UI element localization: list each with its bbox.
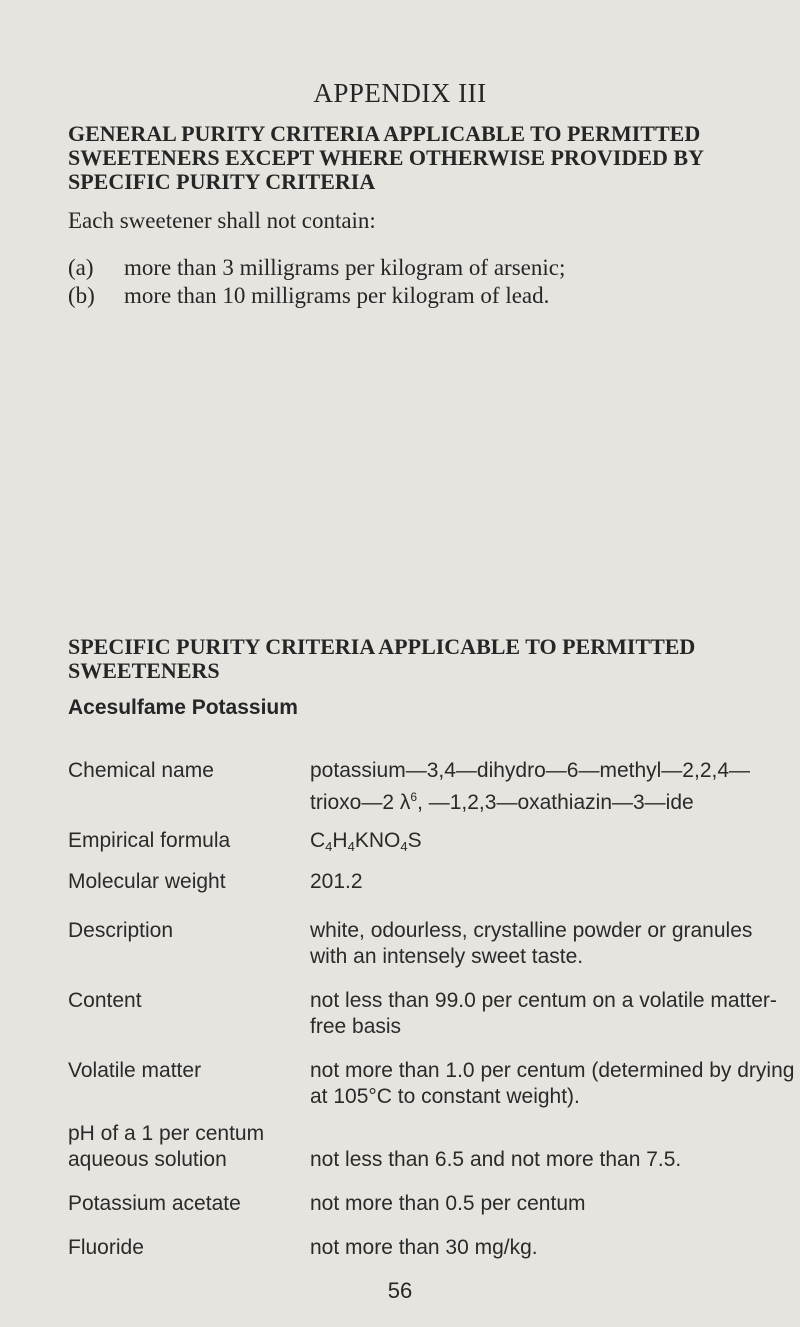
content-label: Content — [68, 989, 142, 1012]
molecular-weight-value: 201.2 — [310, 870, 363, 893]
page-number: 56 — [387, 1278, 413, 1303]
content-value: not less than 99.0 per centum on a volatile matter-free basis — [310, 989, 777, 1038]
appendix-title: APPENDIX III — [313, 78, 487, 108]
chemical-name-part-a: trioxo—2 λ — [310, 791, 411, 814]
formula-subscript: 4 — [400, 839, 408, 854]
fluoride-value: not more than 30 mg/kg. — [310, 1236, 538, 1259]
chemical-name-label: Chemical name — [68, 759, 214, 782]
volatile-matter-value: not more than 1.0 per centum (determined by drying at 105°C to constant weight). — [310, 1059, 795, 1108]
formula-element: KNO — [354, 829, 401, 852]
chemical-name-value — [310, 758, 795, 816]
list-item-arsenic — [68, 255, 565, 281]
volatile-matter-label: Volatile matter — [68, 1059, 202, 1082]
molecular-weight-label: Molecular weight — [68, 870, 226, 893]
formula-subscript: 4 — [347, 839, 355, 854]
formula-element: C — [310, 829, 326, 852]
chemical-name-superscript: 6 — [410, 790, 418, 804]
ph-value: not less than 6.5 and not more than 7.5. — [310, 1148, 682, 1171]
chemical-name-line-2 — [310, 784, 795, 816]
fluoride-label: Fluoride — [68, 1236, 144, 1259]
list-item-lead — [68, 283, 549, 309]
chemical-name-line-1: potassium—3,4—dihydro—6—methyl—2,2,4— — [310, 759, 751, 782]
chemical-name-part-b: , —1,2,3—oxathiazin—3—ide — [417, 791, 694, 814]
list-marker: (a) — [68, 255, 94, 280]
empirical-formula-value — [310, 828, 795, 860]
ph-label-line-2: aqueous solution — [68, 1148, 227, 1171]
general-criteria-heading: GENERAL PURITY CRITERIA APPLICABLE TO PERMITTED SWEETENERS EXCEPT WHERE OTHERWISE PROVIDED BY SPECIFIC PURITY CRITERIA — [68, 121, 704, 194]
empirical-formula-label: Empirical formula — [68, 829, 231, 852]
sweetener-title: Acesulfame Potassium — [68, 696, 298, 719]
list-item-text: more than 3 milligrams per kilogram of arsenic; — [124, 255, 566, 280]
formula-element: S — [407, 829, 422, 852]
description-label: Description — [68, 919, 174, 942]
ph-label — [68, 1121, 298, 1173]
formula-subscript: 4 — [325, 839, 333, 854]
list-marker: (b) — [68, 283, 95, 308]
intro-text: Each sweetener shall not contain: — [68, 208, 376, 233]
list-item-text: more than 10 milligrams per kilogram of lead. — [124, 283, 550, 308]
potassium-acetate-value: not more than 0.5 per centum — [310, 1192, 586, 1215]
ph-label-line-1: pH of a 1 per centum — [68, 1122, 265, 1145]
potassium-acetate-label: Potassium acetate — [68, 1192, 241, 1215]
description-value: white, odourless, crystalline powder or granules with an intensely sweet taste. — [310, 919, 753, 968]
specific-criteria-heading: SPECIFIC PURITY CRITERIA APPLICABLE TO PERMITTED SWEETENERS — [68, 634, 696, 683]
formula-element: H — [332, 829, 348, 852]
